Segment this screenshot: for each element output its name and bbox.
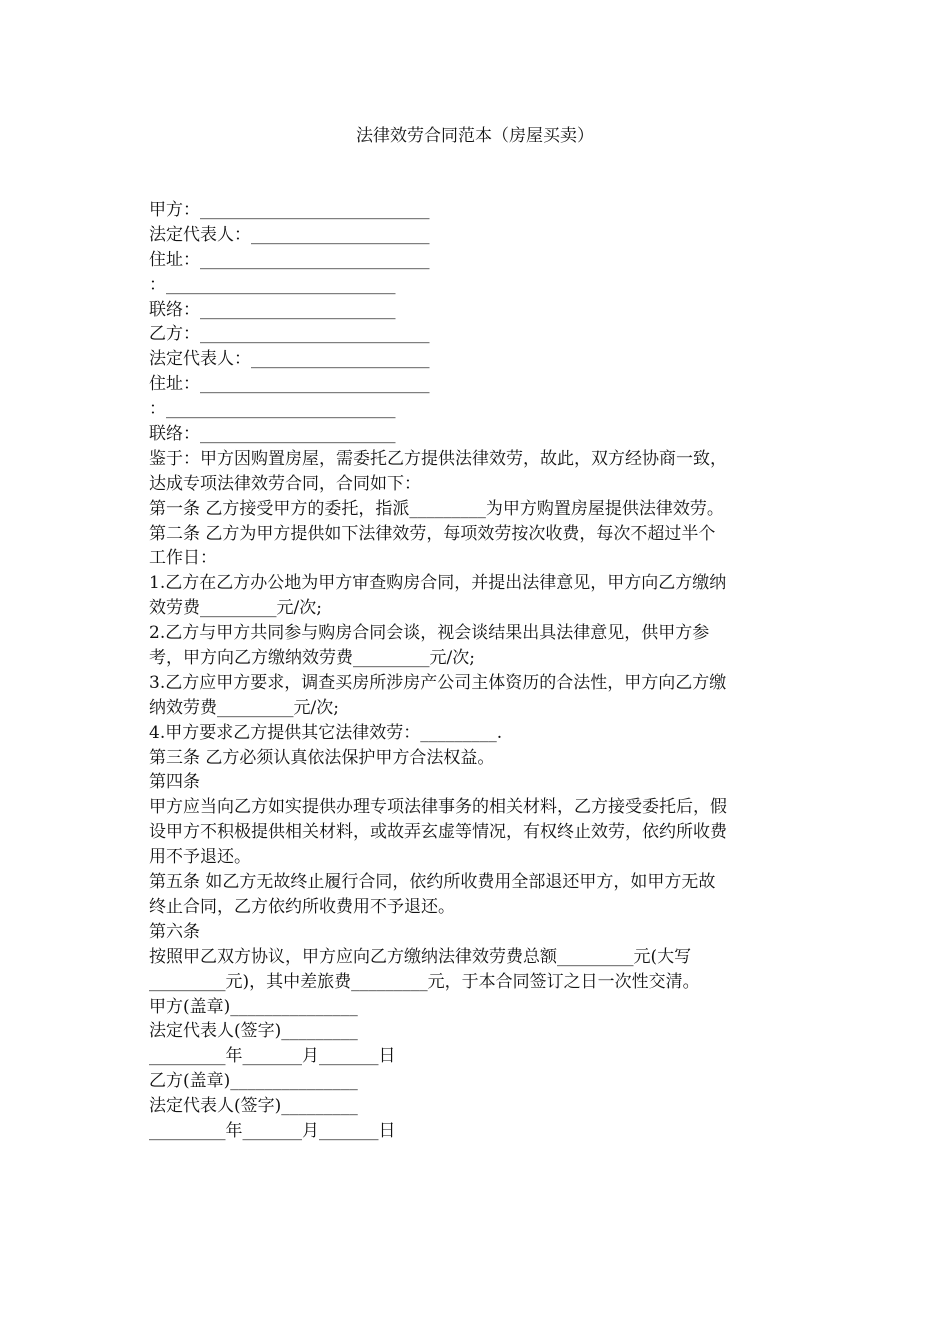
party-b-contact-line: 联络：_______________________ [149,424,396,445]
service-item-4-line: 4.甲方要求乙方提供其它法律效劳：_________. [149,722,503,743]
party-a-seal-line: 甲方(盖章)_______________ [149,996,358,1017]
party-b-date-line: _________年_______月_______日 [149,1120,396,1141]
article-3-line: 第三条 乙方必须认真依法保护甲方合法权益。 [149,747,495,768]
article-4-heading: 第四条 [149,772,200,793]
party-a-blank-line: ：___________________________ [149,274,396,295]
article-2-line: 第二条 乙方为甲方提供如下法律效劳，每项效劳按次收费，每次不超过半个 [149,523,716,544]
service-item-3-line: 纳效劳费_________元/次; [149,697,339,718]
article-5-line: 终止合同，乙方依约所收费用不予退还。 [149,896,455,917]
party-a-date-line: _________年_______月_______日 [149,1046,396,1067]
preamble-line: 达成专项法律效劳合同，合同如下： [149,473,421,494]
document-title: 法律效劳合同范本（房屋买卖） [356,126,594,146]
service-item-3-line: 3.乙方应甲方要求，调查买房所涉房产公司主体资历的合法性，甲方向乙方缴 [149,672,727,693]
service-item-1-line: 效劳费_________元/次; [149,598,322,619]
article-4-line: 设甲方不积极提供相关材料，或故弄玄虚等情况，有权终止效劳，依约所收费 [149,822,727,843]
article-2-line: 工作日： [149,548,217,569]
party-a-line: 甲方：___________________________ [149,200,430,220]
article-4-line: 甲方应当向乙方如实提供办理专项法律事务的相关材料，乙方接受委托后，假 [149,797,727,818]
article-6-line: _________元)，其中差旅费_________元，于本合同签订之日一次性交清。 [149,971,700,992]
service-item-2-line: 2.乙方与甲方共同参与购房合同会谈，视会谈结果出具法律意见，供甲方参 [149,623,710,644]
party-b-address-line: 住址：___________________________ [149,374,430,395]
preamble-line: 鉴于：甲方因购置房屋，需委托乙方提供法律效劳，故此，双方经协商一致， [149,448,727,469]
party-a-address-line: 住址：___________________________ [149,249,430,270]
party-b-seal-line: 乙方(盖章)_______________ [149,1071,358,1092]
party-a-signature-line: 法定代表人(签字)_________ [149,1021,358,1042]
service-item-1-line: 1.乙方在乙方办公地为甲方审查购房合同，并提出法律意见，甲方向乙方缴纳 [149,573,727,594]
article-6-line: 按照甲乙双方协议，甲方应向乙方缴纳法律效劳费总额_________元(大写 [149,946,692,967]
party-b-signature-line: 法定代表人(签字)_________ [149,1096,358,1117]
document-body [149,198,809,1144]
service-item-2-line: 考，甲方向乙方缴纳效劳费_________元/次; [149,648,475,669]
party-a-representative-line: 法定代表人：_____________________ [149,224,430,245]
party-b-representative-line: 法定代表人：_____________________ [149,349,430,370]
article-5-line: 第五条 如乙方无故终止履行合同，依约所收费用全部退还甲方，如甲方无故 [149,872,716,893]
article-1-line: 第一条 乙方接受甲方的委托，指派_________为甲方购置房屋提供法律效劳。 [149,498,724,519]
party-a-contact-line: 联络：_______________________ [149,299,396,320]
article-6-heading: 第六条 [149,921,200,942]
party-b-blank-line: ：___________________________ [149,399,396,420]
party-b-line: 乙方：___________________________ [149,324,430,345]
article-4-line: 用不予退还。 [149,847,251,868]
